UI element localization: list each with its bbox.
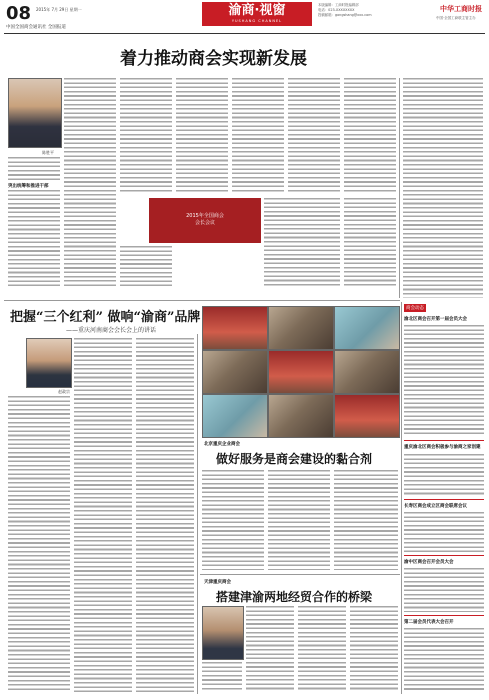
- masthead-rule: [4, 33, 485, 34]
- main-body-text: [64, 78, 116, 286]
- news-item-title: 渝中区商会召开会员大会: [404, 560, 454, 565]
- story4-body-text: [350, 606, 398, 692]
- event-photo: [202, 394, 268, 438]
- news-item-text: [404, 512, 484, 552]
- masthead-info: [318, 3, 418, 18]
- column-divider: [399, 78, 400, 298]
- news-item-text: [404, 454, 484, 496]
- info-line: 本版编辑：工商时报编辑部: [318, 3, 359, 7]
- masthead-subtitle: 中国全国商会通讯社 全国报道: [6, 25, 66, 30]
- column-divider: [197, 334, 198, 694]
- page-number: 08: [6, 3, 32, 24]
- news-divider: [404, 499, 484, 500]
- event-photo: [334, 394, 400, 438]
- main-body-text: [120, 246, 172, 286]
- news-divider: [404, 555, 484, 556]
- news-item-text: [404, 568, 484, 612]
- news-item-title: 长寿区商会成立区商会联席会议: [404, 504, 467, 509]
- main-body-text: [8, 157, 60, 181]
- story2-portrait-photo: [26, 338, 72, 388]
- section-banner: [202, 2, 312, 26]
- story2-body-text: [74, 338, 132, 692]
- main-portrait-photo: [8, 78, 62, 148]
- story3-body-text: [268, 470, 330, 570]
- story3-kicker: 北京重庆企业商会: [204, 442, 240, 447]
- conference-banner-photo: [149, 198, 261, 243]
- story2-subhead: ——重庆河南商会会长会上的讲话: [66, 327, 157, 334]
- section-title: 渝商·视窗: [228, 3, 286, 18]
- main-body-text: [344, 78, 396, 194]
- story4-body-text: [246, 606, 294, 692]
- story4-headline: 搭建津渝两地经贸合作的桥梁: [216, 590, 373, 604]
- event-photo: [202, 306, 268, 350]
- news-item-text: [404, 325, 484, 437]
- banner-line: 会长会议: [194, 220, 215, 226]
- event-photo: [268, 306, 334, 350]
- main-headline: 着力推动商会实现新发展: [120, 49, 307, 69]
- column-divider: [401, 302, 402, 694]
- section-divider: [200, 574, 400, 575]
- banner-line: 2015年全国商会: [186, 213, 224, 219]
- story2-body-text: [8, 396, 70, 692]
- story4-photo: [202, 606, 244, 660]
- news-item-title: 重庆渝北区商会积极参与渝商之家创建: [404, 445, 481, 450]
- info-line: 投稿邮箱：gongshang@xxx.com: [318, 13, 372, 17]
- news-item-text: [404, 628, 484, 692]
- news-tag: 商会动态: [406, 306, 424, 311]
- news-item-title: 渝北区商会召开第一届会员大会: [404, 317, 467, 322]
- info-line: 电话：023-XXXXXXXX: [318, 8, 355, 12]
- event-photo: [268, 394, 334, 438]
- story4-kicker: 天津重庆商会: [204, 580, 231, 585]
- event-photo: [334, 350, 400, 394]
- story4-body-text: [202, 662, 242, 692]
- main-body-text: [120, 78, 172, 194]
- story4-body-text: [298, 606, 346, 692]
- story2-headline: 把握“三个红利” 做响“渝商”品牌: [10, 310, 201, 325]
- story3-headline: 做好服务是商会建设的黏合剂: [216, 452, 373, 466]
- story2-portrait-caption: 赵政宗: [58, 389, 70, 394]
- main-section-subhead: 突出统筹和推进干部: [8, 184, 49, 189]
- section-divider: [4, 300, 400, 301]
- news-divider: [404, 440, 484, 441]
- right-body-text: [403, 78, 483, 298]
- story3-body-text: [202, 470, 264, 570]
- main-body-text: [8, 190, 60, 286]
- main-body-text: [264, 198, 340, 286]
- main-body-text: [232, 78, 284, 194]
- news-item-title: 第二届会员代表大会召开: [404, 620, 454, 625]
- paper-site: 中国·全国工商联主管主办: [436, 16, 476, 20]
- story3-body-text: [334, 470, 398, 570]
- date-line: 2015年 7月 29日 星期一: [36, 7, 82, 12]
- event-photo: [202, 350, 268, 394]
- news-divider: [404, 615, 484, 616]
- main-body-text: [344, 198, 396, 286]
- main-portrait-caption: 陈胜平: [42, 150, 54, 155]
- section-en: YUSHANG CHANNEL: [231, 19, 283, 23]
- main-body-text: [176, 78, 228, 194]
- paper-name-logo: 中华工商时报: [440, 4, 482, 13]
- main-body-text: [288, 78, 340, 194]
- story2-body-text: [136, 338, 194, 692]
- event-photo: [334, 306, 400, 350]
- event-photo: [268, 350, 334, 394]
